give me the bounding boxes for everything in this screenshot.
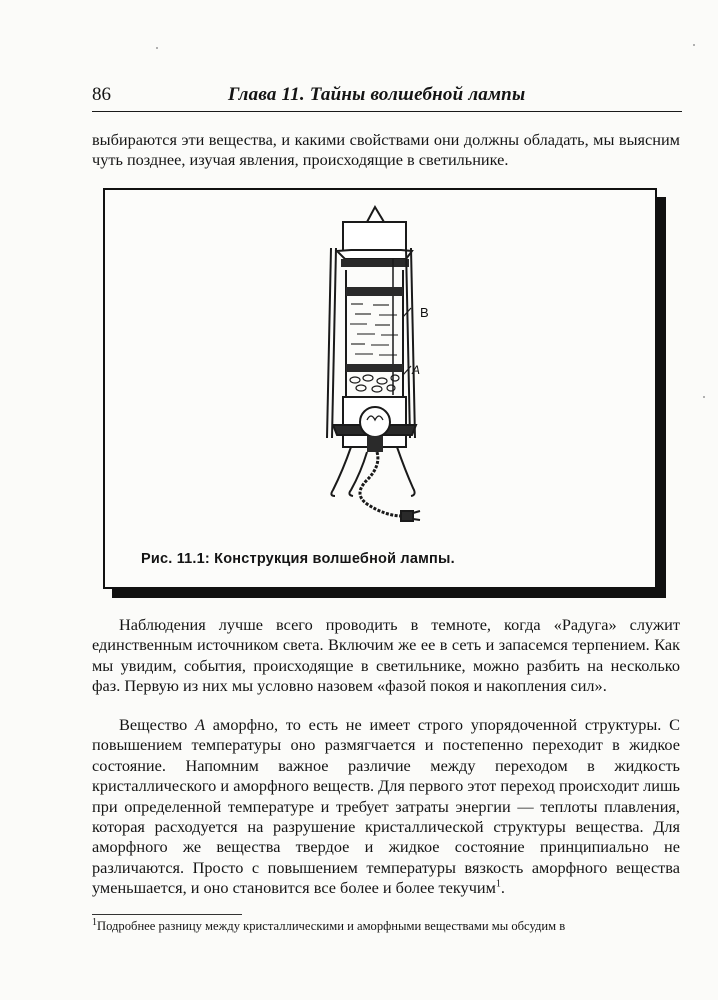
figure-frame bbox=[103, 188, 657, 589]
chapter-title: Глава 11. Тайны волшебной лампы bbox=[228, 84, 526, 105]
scan-speck bbox=[693, 44, 695, 46]
footnote-rule bbox=[92, 914, 242, 915]
header-rule bbox=[92, 111, 682, 112]
substance-a: А bbox=[195, 715, 206, 734]
footnote-marker: 1 bbox=[92, 916, 97, 928]
scan-speck bbox=[156, 47, 158, 49]
paragraph-amorphous-start: Вещество bbox=[119, 715, 196, 734]
lamp-illustration bbox=[105, 190, 655, 587]
scan-speck bbox=[703, 396, 705, 398]
running-header bbox=[92, 84, 682, 110]
footnote-text: Подробнее разницу между кристаллическими и аморфными веществами мы обсудим в bbox=[97, 919, 566, 933]
label-b: B bbox=[420, 305, 429, 320]
footnote-reference[interactable]: 1 bbox=[495, 878, 501, 890]
label-a: A bbox=[412, 363, 421, 377]
page-number: 86 bbox=[92, 84, 111, 105]
paragraph-amorphous bbox=[92, 715, 680, 899]
paragraph-amorphous-body: аморфно, то есть не имеет строго упорядоченной структуры. С повышением температуры оно размягчается и постепенно переходит в жидкое состояние. Напомним важное различие между переходом в жидкость кристаллического и аморфного веществ. Для первого этот переход происходит лишь при определенной температуре и требует затраты энергии — теплоты плавления, которая расходуется на разрушение кристаллической структуры вещества. Для аморфного же вещества твердое и жидкое состояние принципиально не различаются. Просто с повышением температуры вязкость аморфного вещества уменьшается, и оно становится все более и более текучим bbox=[92, 715, 680, 898]
footnote bbox=[92, 918, 682, 934]
figure-caption: Рис. 11.1: Конструкция волшебной лампы. bbox=[141, 551, 455, 567]
paragraph-amorphous-end: . bbox=[500, 878, 505, 898]
paragraph-observation: Наблюдения лучше всего проводить в темноте, когда «Радуга» служит единственным источником света. Включим же ее в сеть и запасемся терпением. Как мы увидим, события, происходящие в светильнике, можно разбить на несколько фаз. Первую из них мы условно назовем «фазой покоя и накопления сил». bbox=[92, 615, 680, 696]
paragraph-intro: выбираются эти вещества, и какими свойствами они должны обладать, мы выясним чуть позднее, изучая явления, происходящие в светильнике. bbox=[92, 130, 680, 170]
